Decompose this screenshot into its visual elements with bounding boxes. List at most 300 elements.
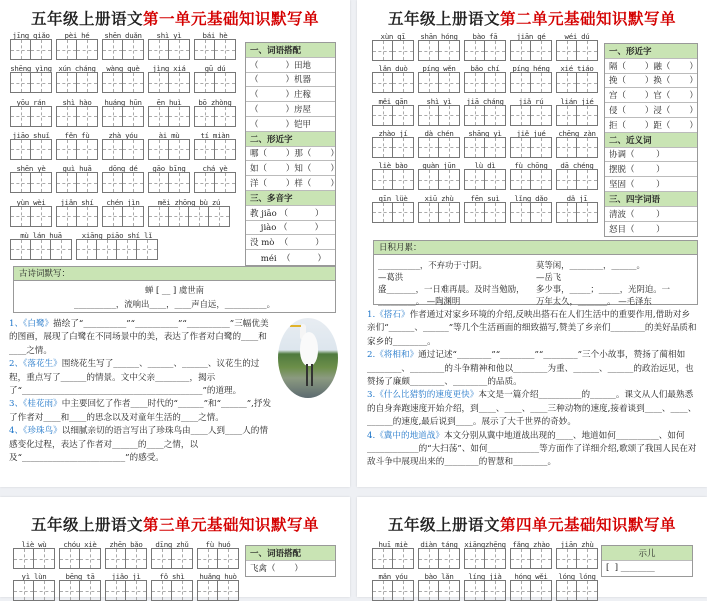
tian-zi-ge-cell[interactable] <box>149 207 169 226</box>
tian-zi-ge-cell[interactable] <box>393 41 413 60</box>
fill-in-row[interactable]: 没 mò （ ） <box>246 235 335 250</box>
character-boxes[interactable] <box>464 40 506 61</box>
fill-in-row[interactable]: [ ] ________ <box>606 563 655 574</box>
tian-zi-ge-cell[interactable] <box>60 549 80 568</box>
tian-zi-ge-cell[interactable] <box>31 173 51 192</box>
tian-zi-ge-cell[interactable] <box>577 41 597 60</box>
character-boxes[interactable] <box>76 239 158 260</box>
tian-zi-ge-cell[interactable] <box>31 40 51 59</box>
character-boxes[interactable] <box>464 105 506 126</box>
tian-zi-ge-cell[interactable] <box>195 40 215 59</box>
tian-zi-ge-cell[interactable] <box>77 207 97 226</box>
tian-zi-ge-cell[interactable] <box>577 549 597 568</box>
tian-zi-ge-cell[interactable] <box>531 106 551 125</box>
tian-zi-ge-cell[interactable] <box>11 140 31 159</box>
pinyin-label: yùn wèi <box>16 197 46 207</box>
tian-zi-ge-cell[interactable] <box>373 73 393 92</box>
tian-zi-ge-cell[interactable] <box>80 549 100 568</box>
tian-zi-ge-cell[interactable] <box>373 41 393 60</box>
character-boxes[interactable] <box>372 40 414 61</box>
tian-zi-ge-cell[interactable] <box>373 106 393 125</box>
tian-zi-ge-cell[interactable] <box>373 203 393 222</box>
tian-zi-ge-cell[interactable] <box>557 106 577 125</box>
tian-zi-ge-cell[interactable] <box>77 107 97 126</box>
tian-zi-ge-cell[interactable] <box>149 140 169 159</box>
tian-zi-ge-cell[interactable] <box>531 170 551 189</box>
fill-in-row[interactable]: （ ）铠甲 <box>246 117 335 132</box>
character-boxes[interactable] <box>464 580 506 601</box>
tian-zi-ge-cell[interactable] <box>485 106 505 125</box>
tian-zi-ge-cell[interactable] <box>215 140 235 159</box>
tian-zi-ge-cell[interactable] <box>11 73 31 92</box>
tian-zi-ge-cell[interactable] <box>126 581 146 600</box>
character-boxes[interactable] <box>510 548 552 569</box>
tian-zi-ge-cell[interactable] <box>393 581 413 600</box>
character-boxes[interactable] <box>56 206 98 227</box>
pinyin-label: dǎ jī <box>566 193 588 203</box>
character-boxes[interactable] <box>59 548 101 569</box>
pinyin-label: gū dú <box>204 64 226 74</box>
tian-zi-ge-cell[interactable] <box>195 73 215 92</box>
tian-zi-ge-cell[interactable] <box>31 140 51 159</box>
character-boxes[interactable] <box>197 548 239 569</box>
tian-zi-ge-cell[interactable] <box>577 106 597 125</box>
fill-in-row[interactable]: 拒（ ）距（ ） <box>605 118 697 133</box>
tian-zi-ge-cell[interactable] <box>60 581 80 600</box>
character-boxes[interactable] <box>556 105 598 126</box>
tian-zi-ge-cell[interactable] <box>557 170 577 189</box>
character-boxes[interactable] <box>372 137 414 158</box>
accum-author: —岳飞 <box>536 272 562 282</box>
accum-line: __________，不弃功于寸阴。 <box>378 260 487 270</box>
character-boxes[interactable] <box>510 137 552 158</box>
pinyin-label: fēn suì <box>470 193 500 203</box>
tian-zi-ge-cell[interactable] <box>103 73 123 92</box>
tian-zi-ge-cell[interactable] <box>465 170 485 189</box>
character-boxes[interactable] <box>148 139 190 160</box>
fill-in-row[interactable]: （ ）田地 <box>246 58 335 73</box>
question[interactable] <box>367 389 697 429</box>
character-boxes[interactable] <box>464 137 506 158</box>
character-boxes[interactable] <box>510 72 552 93</box>
character-boxes[interactable] <box>148 72 190 93</box>
fill-in-row[interactable]: 坚固（ ） <box>605 177 697 192</box>
character-boxes[interactable] <box>510 202 552 223</box>
tian-zi-ge-cell[interactable] <box>169 173 189 192</box>
character-boxes[interactable] <box>102 206 144 227</box>
tian-zi-ge-cell[interactable] <box>393 170 413 189</box>
tian-zi-ge-cell[interactable] <box>195 173 215 192</box>
tian-zi-ge-cell[interactable] <box>169 73 189 92</box>
tian-zi-ge-cell[interactable] <box>531 203 551 222</box>
character-boxes[interactable] <box>372 580 414 601</box>
tian-zi-ge-cell[interactable] <box>80 581 100 600</box>
tian-zi-ge-cell[interactable] <box>419 138 439 157</box>
character-boxes[interactable] <box>13 580 55 601</box>
fill-in-row[interactable]: 教 jiāo （ ） <box>246 206 335 221</box>
fill-in-row[interactable]: 哪（ ）那（ ） <box>246 147 335 162</box>
tian-zi-ge-cell[interactable] <box>11 40 31 59</box>
character-boxes[interactable] <box>194 39 236 60</box>
tian-zi-ge-cell[interactable] <box>557 41 577 60</box>
tian-zi-ge-cell[interactable] <box>577 203 597 222</box>
tian-zi-ge-cell[interactable] <box>439 170 459 189</box>
tian-zi-ge-cell[interactable] <box>465 41 485 60</box>
tian-zi-ge-cell[interactable] <box>152 581 172 600</box>
character-boxes[interactable] <box>510 105 552 126</box>
tian-zi-ge-cell[interactable] <box>485 549 505 568</box>
character-boxes[interactable] <box>418 105 460 126</box>
page-title <box>357 7 707 29</box>
question[interactable] <box>367 349 697 389</box>
character-boxes[interactable] <box>556 580 598 601</box>
tian-zi-ge-cell[interactable] <box>57 107 77 126</box>
tian-zi-ge-cell[interactable] <box>511 138 531 157</box>
fill-in-row[interactable]: 宫（ ）官（ ） <box>605 88 697 103</box>
character-boxes[interactable] <box>10 39 52 60</box>
tian-zi-ge-cell[interactable] <box>485 41 505 60</box>
character-boxes[interactable] <box>56 106 98 127</box>
tian-zi-ge-cell[interactable] <box>557 73 577 92</box>
tian-zi-ge-cell[interactable] <box>77 173 97 192</box>
tian-zi-ge-cell[interactable] <box>577 170 597 189</box>
question[interactable] <box>9 398 275 425</box>
tian-zi-ge-cell[interactable] <box>149 107 169 126</box>
tian-zi-ge-cell[interactable] <box>577 73 597 92</box>
tian-zi-ge-cell[interactable] <box>485 581 505 600</box>
fill-in-row[interactable]: 侵（ ）浸（ ） <box>605 103 697 118</box>
character-boxes[interactable] <box>10 139 52 160</box>
character-boxes[interactable] <box>102 72 144 93</box>
character-boxes[interactable] <box>56 139 98 160</box>
character-boxes[interactable] <box>10 72 52 93</box>
fill-in-row[interactable]: 飞禽（ ） <box>250 564 303 575</box>
character-boxes[interactable] <box>418 202 460 223</box>
character-boxes[interactable] <box>418 580 460 601</box>
tian-zi-ge-cell[interactable] <box>57 207 77 226</box>
tian-zi-ge-cell[interactable] <box>557 549 577 568</box>
tian-zi-ge-cell[interactable] <box>465 581 485 600</box>
character-boxes[interactable] <box>372 169 414 190</box>
tian-zi-ge-cell[interactable] <box>393 138 413 157</box>
tian-zi-ge-cell[interactable] <box>123 73 143 92</box>
tian-zi-ge-cell[interactable] <box>557 138 577 157</box>
tian-zi-ge-cell[interactable] <box>77 73 97 92</box>
tian-zi-ge-cell[interactable] <box>77 40 97 59</box>
tian-zi-ge-cell[interactable] <box>198 581 218 600</box>
tian-zi-ge-cell[interactable] <box>189 207 209 226</box>
question[interactable] <box>9 318 275 358</box>
tian-zi-ge-cell[interactable] <box>215 173 235 192</box>
character-boxes[interactable] <box>556 169 598 190</box>
tian-zi-ge-cell[interactable] <box>393 106 413 125</box>
tian-zi-ge-cell[interactable] <box>577 581 597 600</box>
character-boxes[interactable] <box>464 548 506 569</box>
tian-zi-ge-cell[interactable] <box>439 73 459 92</box>
tian-zi-ge-cell[interactable] <box>511 41 531 60</box>
tian-zi-ge-cell[interactable] <box>373 549 393 568</box>
tian-zi-ge-cell[interactable] <box>557 581 577 600</box>
tian-zi-ge-cell[interactable] <box>77 240 97 259</box>
tian-zi-ge-cell[interactable] <box>103 207 123 226</box>
pinyin-label: wàng què <box>106 64 140 74</box>
fill-in-row[interactable]: jiào （ ） <box>246 221 335 236</box>
pinyin-label: jìng xiá <box>152 64 186 74</box>
tian-zi-ge-cell[interactable] <box>34 581 54 600</box>
tian-zi-ge-cell[interactable] <box>31 240 51 259</box>
pinyin-label: jiǎn shí <box>60 197 94 207</box>
tian-zi-ge-cell[interactable] <box>439 106 459 125</box>
character-boxes[interactable] <box>510 169 552 190</box>
character-boxes[interactable] <box>105 580 147 601</box>
tian-zi-ge-cell[interactable] <box>485 73 505 92</box>
tian-zi-ge-cell[interactable] <box>57 73 77 92</box>
tian-zi-ge-cell[interactable] <box>485 170 505 189</box>
tian-zi-ge-cell[interactable] <box>126 549 146 568</box>
tian-zi-ge-cell[interactable] <box>439 581 459 600</box>
tian-zi-ge-cell[interactable] <box>439 203 459 222</box>
character-boxes[interactable] <box>556 548 598 569</box>
character-boxes[interactable] <box>556 40 598 61</box>
tian-zi-ge-cell[interactable] <box>198 549 218 568</box>
tian-zi-ge-cell[interactable] <box>169 40 189 59</box>
character-boxes[interactable] <box>105 548 147 569</box>
tian-zi-ge-cell[interactable] <box>373 138 393 157</box>
tian-zi-ge-cell[interactable] <box>218 581 238 600</box>
pinyin-label: xiāng piāo shí lǐ <box>81 230 153 240</box>
worksheet-page-unit-2 <box>357 0 707 487</box>
tian-zi-ge-cell[interactable] <box>557 203 577 222</box>
tian-zi-ge-cell[interactable] <box>195 140 215 159</box>
tian-zi-ge-cell[interactable] <box>439 549 459 568</box>
tian-zi-ge-cell[interactable] <box>57 40 77 59</box>
character-boxes[interactable] <box>510 40 552 61</box>
tian-zi-ge-cell[interactable] <box>169 107 189 126</box>
tian-zi-ge-cell[interactable] <box>106 549 126 568</box>
tian-zi-ge-cell[interactable] <box>137 240 157 259</box>
tian-zi-ge-cell[interactable] <box>106 581 126 600</box>
character-boxes[interactable] <box>102 139 144 160</box>
character-boxes[interactable] <box>10 106 52 127</box>
tian-zi-ge-cell[interactable] <box>511 170 531 189</box>
character-boxes[interactable] <box>556 137 598 158</box>
tian-zi-ge-cell[interactable] <box>103 107 123 126</box>
tian-zi-ge-cell[interactable] <box>419 106 439 125</box>
tian-zi-ge-cell[interactable] <box>103 140 123 159</box>
fill-in-row[interactable]: （ ）机器 <box>246 73 335 88</box>
tian-zi-ge-cell[interactable] <box>34 549 54 568</box>
character-boxes[interactable] <box>418 72 460 93</box>
tian-zi-ge-cell[interactable] <box>14 549 34 568</box>
tian-zi-ge-cell[interactable] <box>123 207 143 226</box>
character-boxes[interactable] <box>102 106 144 127</box>
question[interactable] <box>367 309 697 349</box>
tian-zi-ge-cell[interactable] <box>419 581 439 600</box>
tian-zi-ge-cell[interactable] <box>531 73 551 92</box>
tian-zi-ge-cell[interactable] <box>123 40 143 59</box>
tian-zi-ge-cell[interactable] <box>11 207 31 226</box>
character-boxes[interactable] <box>197 580 239 601</box>
character-boxes[interactable] <box>148 172 190 193</box>
character-boxes[interactable] <box>464 202 506 223</box>
fill-in-row[interactable]: 协调（ ） <box>605 148 697 163</box>
tian-zi-ge-cell[interactable] <box>419 549 439 568</box>
pinyin-label: mù lán huā <box>20 230 62 240</box>
character-boxes[interactable] <box>372 105 414 126</box>
character-boxes[interactable] <box>464 169 506 190</box>
tian-zi-ge-cell[interactable] <box>393 549 413 568</box>
tian-zi-ge-cell[interactable] <box>531 581 551 600</box>
character-boxes[interactable] <box>510 580 552 601</box>
tian-zi-ge-cell[interactable] <box>511 73 531 92</box>
tian-zi-ge-cell[interactable] <box>14 581 34 600</box>
tian-zi-ge-cell[interactable] <box>439 138 459 157</box>
tian-zi-ge-cell[interactable] <box>531 549 551 568</box>
tian-zi-ge-cell[interactable] <box>531 138 551 157</box>
character-boxes[interactable] <box>59 580 101 601</box>
tian-zi-ge-cell[interactable] <box>11 173 31 192</box>
tian-zi-ge-cell[interactable] <box>465 203 485 222</box>
character-boxes[interactable] <box>556 72 598 93</box>
character-boxes[interactable] <box>10 239 72 260</box>
character-boxes[interactable] <box>56 172 98 193</box>
tian-zi-ge-cell[interactable] <box>103 40 123 59</box>
character-boxes[interactable] <box>372 548 414 569</box>
character-boxes[interactable] <box>13 548 55 569</box>
tian-zi-ge-cell[interactable] <box>511 106 531 125</box>
tian-zi-ge-cell[interactable] <box>485 138 505 157</box>
fill-in-row[interactable]: 挽（ ）换（ ） <box>605 74 697 89</box>
tian-zi-ge-cell[interactable] <box>465 106 485 125</box>
tian-zi-ge-cell[interactable] <box>511 581 531 600</box>
character-boxes[interactable] <box>464 72 506 93</box>
fill-in-row[interactable]: 清波（ ） <box>605 207 697 222</box>
tian-zi-ge-cell[interactable] <box>465 549 485 568</box>
tian-zi-ge-cell[interactable] <box>123 173 143 192</box>
tian-zi-ge-cell[interactable] <box>51 240 71 259</box>
tian-zi-ge-cell[interactable] <box>31 107 51 126</box>
character-boxes[interactable] <box>194 72 236 93</box>
tian-zi-ge-cell[interactable] <box>123 107 143 126</box>
character-boxes[interactable] <box>372 202 414 223</box>
tian-zi-ge-cell[interactable] <box>215 107 235 126</box>
tian-zi-ge-cell[interactable] <box>393 73 413 92</box>
fill-in-row[interactable]: 怒目（ ） <box>609 224 665 235</box>
character-boxes[interactable] <box>556 202 598 223</box>
tian-zi-ge-cell[interactable] <box>169 207 189 226</box>
tian-zi-ge-cell[interactable] <box>169 140 189 159</box>
tian-zi-ge-cell[interactable] <box>123 140 143 159</box>
pinyin-label: hóng wěi <box>514 572 548 581</box>
tian-zi-ge-cell[interactable] <box>209 207 229 226</box>
tian-zi-ge-cell[interactable] <box>195 107 215 126</box>
tian-zi-ge-cell[interactable] <box>465 138 485 157</box>
question[interactable] <box>9 425 275 465</box>
question-title: 2.《将相和》 <box>367 350 419 361</box>
tian-zi-ge-cell[interactable] <box>149 40 169 59</box>
tian-zi-ge-cell[interactable] <box>511 549 531 568</box>
character-boxes[interactable] <box>56 39 98 60</box>
title-prefix: 五年级上册语文 <box>30 515 143 534</box>
character-boxes[interactable] <box>151 548 193 569</box>
character-boxes[interactable] <box>10 206 52 227</box>
character-boxes[interactable] <box>418 169 460 190</box>
character-boxes[interactable] <box>10 172 52 193</box>
character-boxes[interactable] <box>194 106 236 127</box>
tian-zi-ge-cell[interactable] <box>465 73 485 92</box>
character-boxes[interactable] <box>148 106 190 127</box>
tian-zi-ge-cell[interactable] <box>149 73 169 92</box>
tian-zi-ge-cell[interactable] <box>149 173 169 192</box>
tian-zi-ge-cell[interactable] <box>172 581 192 600</box>
tian-zi-ge-cell[interactable] <box>97 240 117 259</box>
character-boxes[interactable] <box>418 548 460 569</box>
tian-zi-ge-cell[interactable] <box>419 170 439 189</box>
fill-in-row[interactable]: （ ）房屋 <box>246 102 335 117</box>
tian-zi-ge-cell[interactable] <box>152 549 172 568</box>
tian-zi-ge-cell[interactable] <box>11 240 31 259</box>
tian-zi-ge-cell[interactable] <box>511 203 531 222</box>
tian-zi-ge-cell[interactable] <box>31 73 51 92</box>
tian-zi-ge-cell[interactable] <box>57 140 77 159</box>
tian-zi-ge-cell[interactable] <box>419 203 439 222</box>
tian-zi-ge-cell[interactable] <box>172 549 192 568</box>
pinyin-label: shān hóng <box>420 32 458 41</box>
fill-in-row[interactable]: （ ）庄稼 <box>246 87 335 102</box>
tian-zi-ge-cell[interactable] <box>439 41 459 60</box>
question-body: 描绘了“__________”“__________”“__________”三幅优美的图画，展现了白鹭在不同场景中的美，表达了作者对白鹭的____和____之情。 <box>9 319 269 356</box>
tian-zi-ge-cell[interactable] <box>577 138 597 157</box>
fill-in-row[interactable]: méi （ ） <box>250 253 327 264</box>
character-boxes[interactable] <box>372 72 414 93</box>
fill-in-row[interactable]: 洋（ ）样（ ） <box>246 176 335 191</box>
character-boxes[interactable] <box>102 172 144 193</box>
tian-zi-ge-cell[interactable] <box>393 203 413 222</box>
tian-zi-ge-cell[interactable] <box>77 140 97 159</box>
tian-zi-ge-cell[interactable] <box>215 40 235 59</box>
tian-zi-ge-cell[interactable] <box>218 549 238 568</box>
character-boxes[interactable] <box>102 39 144 60</box>
question[interactable] <box>9 358 275 398</box>
tian-zi-ge-cell[interactable] <box>531 41 551 60</box>
tian-zi-ge-cell[interactable] <box>103 173 123 192</box>
character-boxes[interactable] <box>151 580 193 601</box>
fill-in-row[interactable]: 摆脱（ ） <box>605 162 697 177</box>
question[interactable] <box>367 430 697 470</box>
tian-zi-ge-cell[interactable] <box>11 107 31 126</box>
character-boxes[interactable] <box>194 172 236 193</box>
tian-zi-ge-cell[interactable] <box>31 207 51 226</box>
page-title <box>0 513 350 535</box>
tian-zi-ge-cell[interactable] <box>419 73 439 92</box>
tian-zi-ge-cell[interactable] <box>419 41 439 60</box>
character-boxes[interactable] <box>194 139 236 160</box>
tian-zi-ge-cell[interactable] <box>57 173 77 192</box>
tian-zi-ge-cell[interactable] <box>485 203 505 222</box>
character-boxes[interactable] <box>56 72 98 93</box>
character-boxes[interactable] <box>418 137 460 158</box>
tian-zi-ge-cell[interactable] <box>373 170 393 189</box>
tian-zi-ge-cell[interactable] <box>373 581 393 600</box>
character-boxes[interactable] <box>148 206 230 227</box>
tian-zi-ge-cell[interactable] <box>215 73 235 92</box>
character-boxes[interactable] <box>148 39 190 60</box>
tian-zi-ge-cell[interactable] <box>117 240 137 259</box>
pinyin-label: huī miè <box>378 540 408 549</box>
fill-in-row[interactable]: 如（ ）知（ ） <box>246 161 335 176</box>
fill-in-row[interactable]: 隔（ ）融（ ） <box>605 59 697 74</box>
character-boxes[interactable] <box>418 40 460 61</box>
